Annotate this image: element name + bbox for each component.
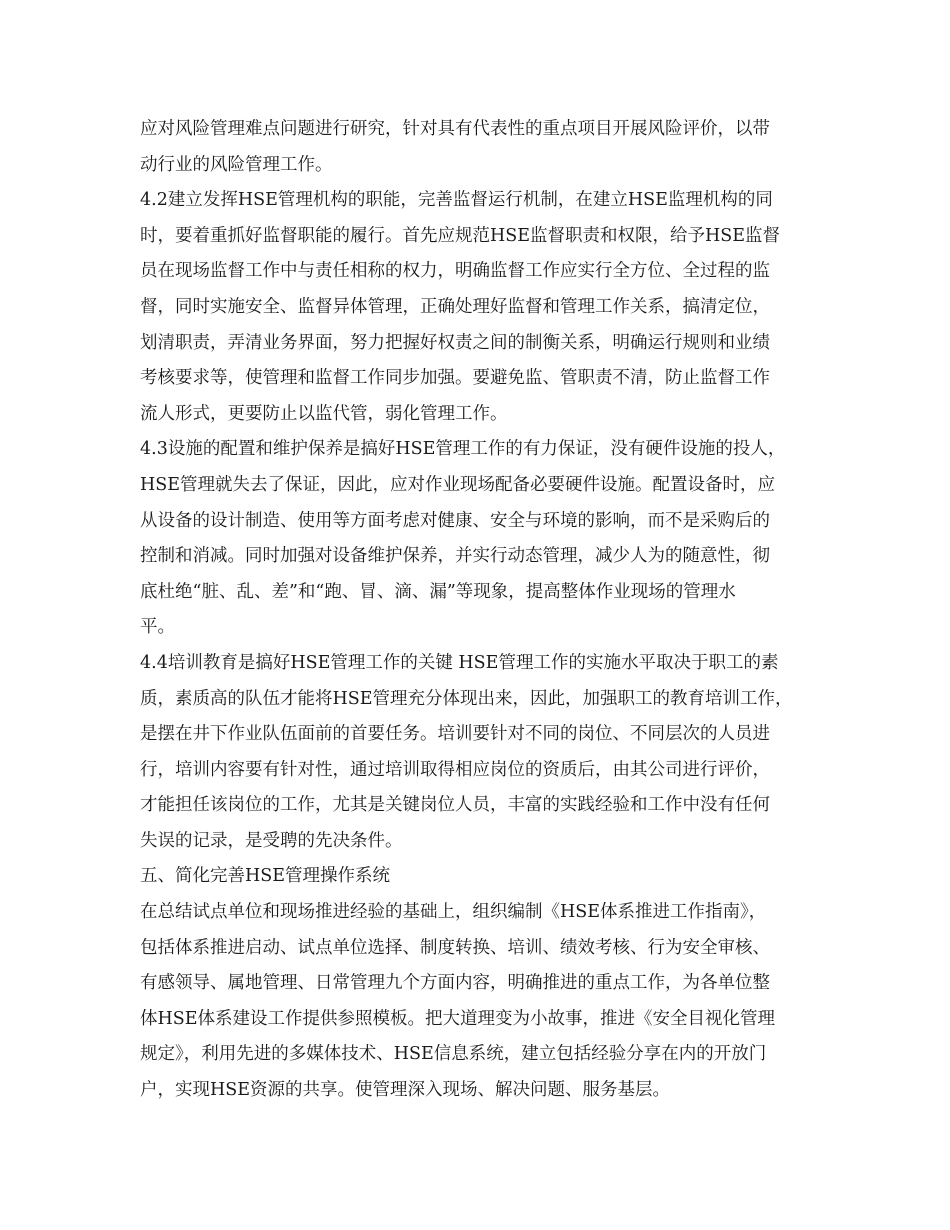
body-line: 考核要求等，使管理和监督工作同步加强。要避免监、管职责不清，防止监督工作 [140,368,770,389]
body-line: 包括体系推进启动、试点单位选择、制度转换、培训、绩效考核、行为安全审核、 [140,937,770,958]
body-line: 户，实现HSE资源的共享。使管理深入现场、解决问题、服务基层。 [140,1080,671,1101]
body-line: 划清职责，弄清业务界面，努力把握好权责之间的制衡关系，明确运行规则和业绩 [140,332,770,353]
body-line: 时，要着重抓好监督职能的履行。首先应规范HSE监督职责和权限，给予HSE监督 [140,225,781,246]
body-line: 4.4培训教育是搞好HSE管理工作的关键 HSE管理工作的实施水平取决于职工的素 [140,652,779,673]
body-line: HSE管理就失去了保证，因此，应对作业现场配备必要硬件设施。配置设备时，应 [140,474,776,495]
body-line: 行，培训内容要有针对性，通过培训取得相应岗位的资质后，由其公司进行评价， [140,759,770,780]
body-line: 底杜绝“脏、乱、差”和“跑、冒、滴、漏”等现象，提高整体作业现场的管理水 [140,581,736,602]
document-body [140,112,825,1109]
section-heading: 五、简化完善HSE管理操作系统 [140,866,391,887]
body-line: 平。 [140,617,175,638]
body-line: 有感领导、属地管理、日常管理九个方面内容，明确推进的重点工作，为各单位整 [140,973,770,994]
body-line: 员在现场监督工作中与责任相称的权力，明确监督工作应实行全方位、全过程的监 [140,261,770,282]
body-line: 是摆在井下作业队伍面前的首要任务。培训要针对不同的岗位、不同层次的人员进 [140,724,770,745]
body-line: 4.2建立发挥HSE管理机构的职能，完善监督运行机制，在建立HSE监理机构的同 [140,190,773,211]
body-line: 规定》，利用先进的多媒体技术、HSE信息系统，建立包括经验分享在内的开放门 [140,1044,767,1065]
body-line: 才能担任该岗位的工作，尤其是关键岗位人员，丰富的实践经验和工作中没有任何 [140,795,770,816]
body-line: 体HSE体系建设工作提供参照模板。把大道理变为小故事，推进《安全目视化管理 [140,1008,776,1029]
body-line: 流人形式，更要防止以监代管，弱化管理工作。 [140,403,508,424]
body-line: 4.3设施的配置和维护保养是搞好HSE管理工作的有力保证，没有硬件设施的投人， [140,439,786,460]
body-line: 在总结试点单位和现场推进经验的基础上，组织编制《HSE体系推进工作指南》， [140,902,767,923]
body-line: 质，素质高的队伍才能将HSE管理充分体现出来，因此，加强职工的教育培训工作， [140,688,793,709]
body-line: 督，同时实施安全、监督异体管理，正确处理好监督和管理工作关系，搞清定位， [140,296,770,317]
body-line: 动行业的风险管理工作。 [140,154,333,175]
body-line: 从设备的设计制造、使用等方面考虑对健康、安全与环境的影响，而不是采购后的 [140,510,770,531]
body-line: 应对风险管理难点问题进行研究，针对具有代表性的重点项目开展风险评价，以带 [140,119,770,139]
body-line: 失误的记录，是受聘的先决条件。 [140,830,403,851]
body-line: 控制和消减。同时加强对设备维护保养，并实行动态管理，减少人为的随意性，彻 [140,546,770,567]
